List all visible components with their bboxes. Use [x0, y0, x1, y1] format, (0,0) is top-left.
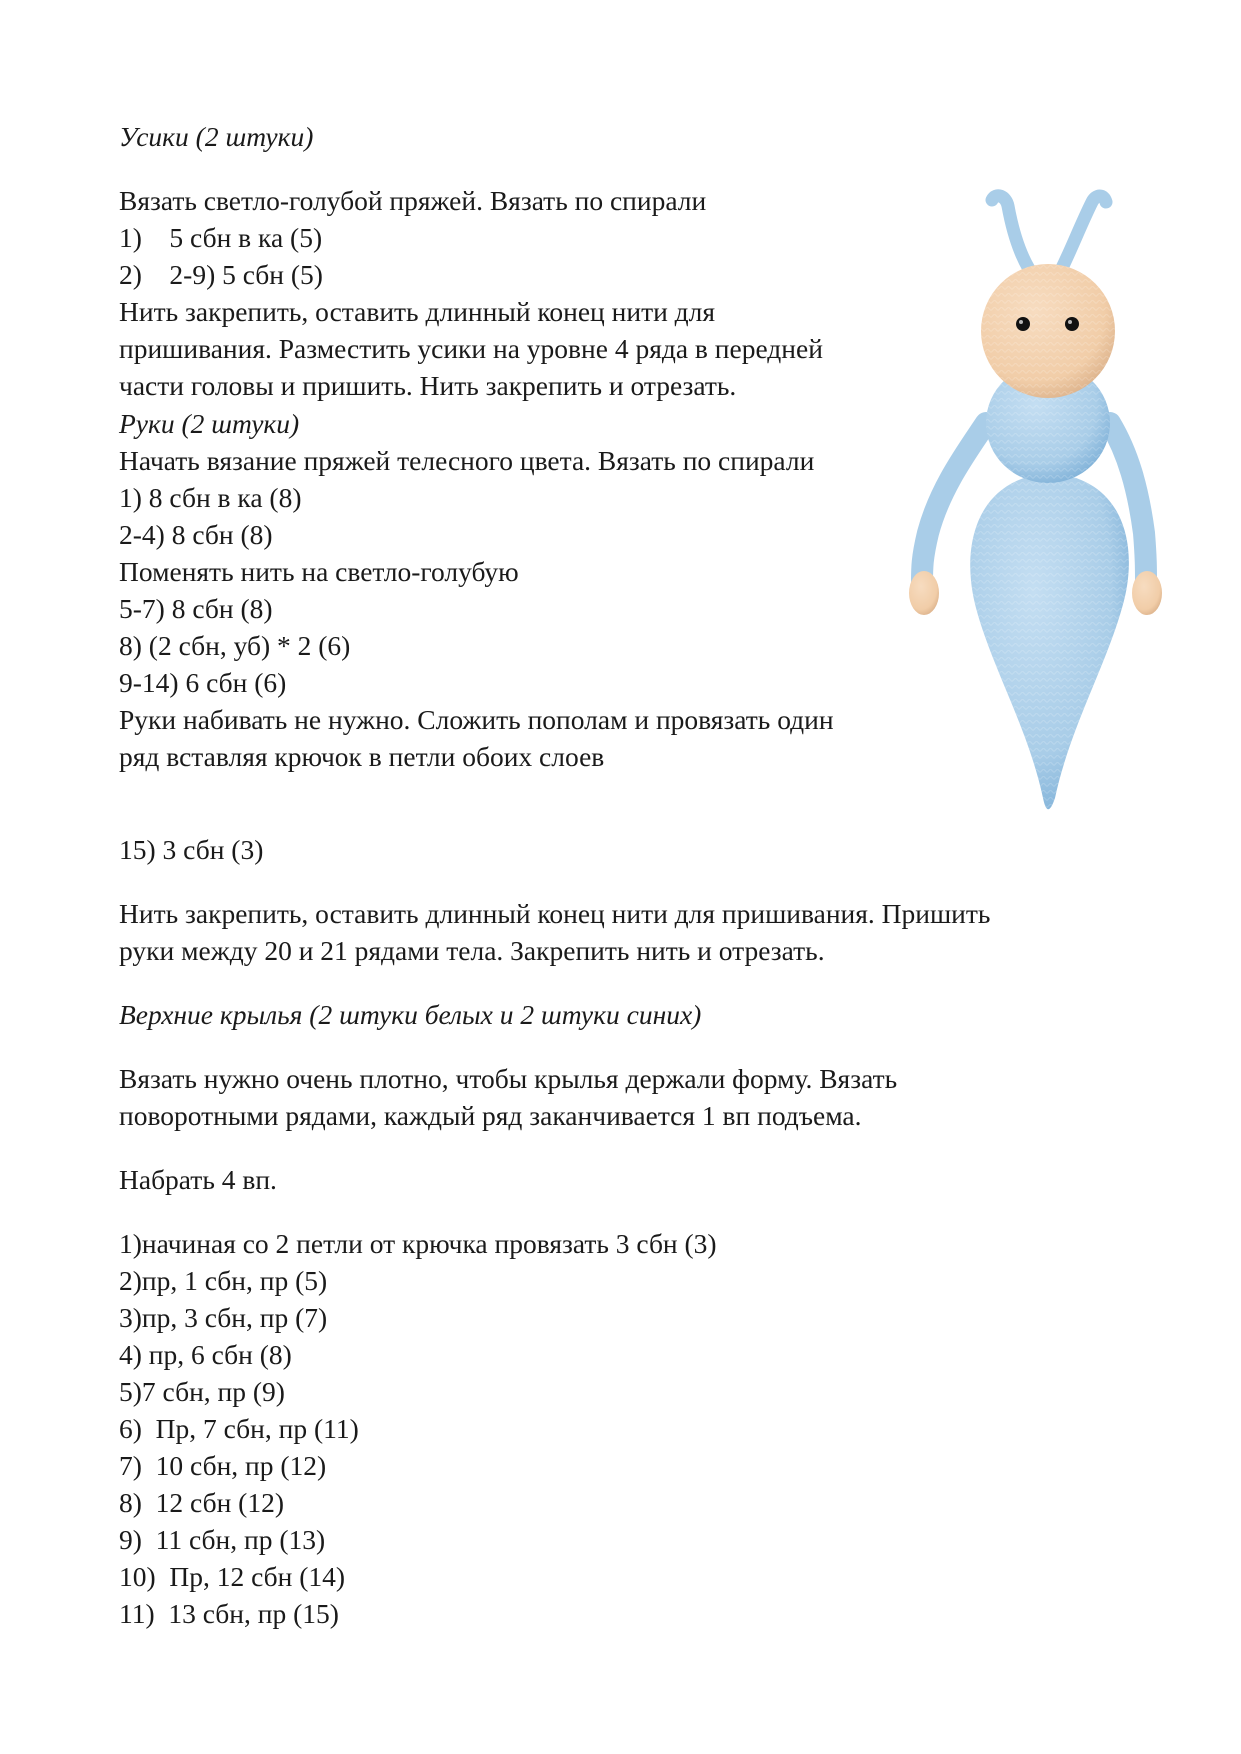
wings-row: 8) 12 сбн (12) — [119, 1487, 284, 1518]
wings-intro-line: Вязать нужно очень плотно, чтобы крылья держали форму. Вязать — [119, 1063, 898, 1094]
wings-row: 2)пр, 1 сбн, пр (5) — [119, 1265, 328, 1296]
arms-row-15: 15) 3 сбн (3) — [119, 834, 264, 865]
arms-finish-line: руки между 20 и 21 рядами тела. Закрепить нить и отрезать. — [119, 935, 825, 966]
hand-left — [909, 571, 939, 615]
wings-row: 1)начиная со 2 петли от крючка провязать 3 сбн (3) — [119, 1228, 717, 1259]
antennae-line: 2) 2-9) 5 сбн (5) — [119, 259, 323, 290]
wings-row: 5)7 сбн, пр (9) — [119, 1376, 285, 1407]
antennae-heading: Усики (2 штуки) — [119, 121, 314, 152]
arms-line: Руки набивать не нужно. Сложить пополам и провязать один — [119, 704, 834, 735]
wings-cast-on: Набрать 4 вп. — [119, 1164, 277, 1195]
antennae-line: пришивания. Разместить усики на уровне 4 ряда в передней — [119, 333, 823, 364]
arms-line: 1) 8 сбн в ка (8) — [119, 482, 302, 513]
crochet-doll-icon — [900, 188, 1190, 823]
antenna-left — [992, 196, 1035, 278]
wings-row: 4) пр, 6 сбн (8) — [119, 1339, 292, 1370]
eye-right — [1065, 317, 1079, 331]
antennae-line: части головы и пришить. Нить закрепить и отрезать. — [119, 370, 737, 401]
arms-line: ряд вставляя крючок в петли обоих слоев — [119, 741, 605, 772]
arms-line: 8) (2 сбн, уб) * 2 (6) — [119, 630, 351, 661]
wings-heading: Верхние крылья (2 штуки белых и 2 штуки синих) — [119, 999, 702, 1030]
wings-row: 11) 13 сбн, пр (15) — [119, 1598, 339, 1629]
arms-line: Начать вязание пряжей телесного цвета. Вязать по спирали — [119, 445, 815, 476]
arms-line: Поменять нить на светло-голубую — [119, 556, 519, 587]
wings-row: 7) 10 сбн, пр (12) — [119, 1450, 327, 1481]
eye-left — [1016, 317, 1030, 331]
wings-row: 10) Пр, 12 сбн (14) — [119, 1561, 346, 1592]
wings-row: 9) 11 сбн, пр (13) — [119, 1524, 326, 1555]
wings-row: 6) Пр, 7 сбн, пр (11) — [119, 1413, 359, 1444]
hand-right — [1132, 571, 1162, 615]
arms-line: 2-4) 8 сбн (8) — [119, 519, 273, 550]
wings-row: 3)пр, 3 сбн, пр (7) — [119, 1302, 328, 1333]
arms-finish-line: Нить закрепить, оставить длинный конец нити для пришивания. Пришить — [119, 898, 991, 929]
arms-line: 9-14) 6 сбн (6) — [119, 667, 287, 698]
antenna-right — [1058, 196, 1106, 276]
antennae-line: Вязать светло-голубой пряжей. Вязать по спирали — [119, 185, 707, 216]
arms-heading: Руки (2 штуки) — [119, 408, 300, 439]
antennae-line: Нить закрепить, оставить длинный конец нити для — [119, 296, 716, 327]
antennae-line: 1) 5 сбн в ка (5) — [119, 222, 323, 253]
wings-intro-line: поворотными рядами, каждый ряд заканчивается 1 вп подъема. — [119, 1100, 862, 1131]
arms-line: 5-7) 8 сбн (8) — [119, 593, 273, 624]
